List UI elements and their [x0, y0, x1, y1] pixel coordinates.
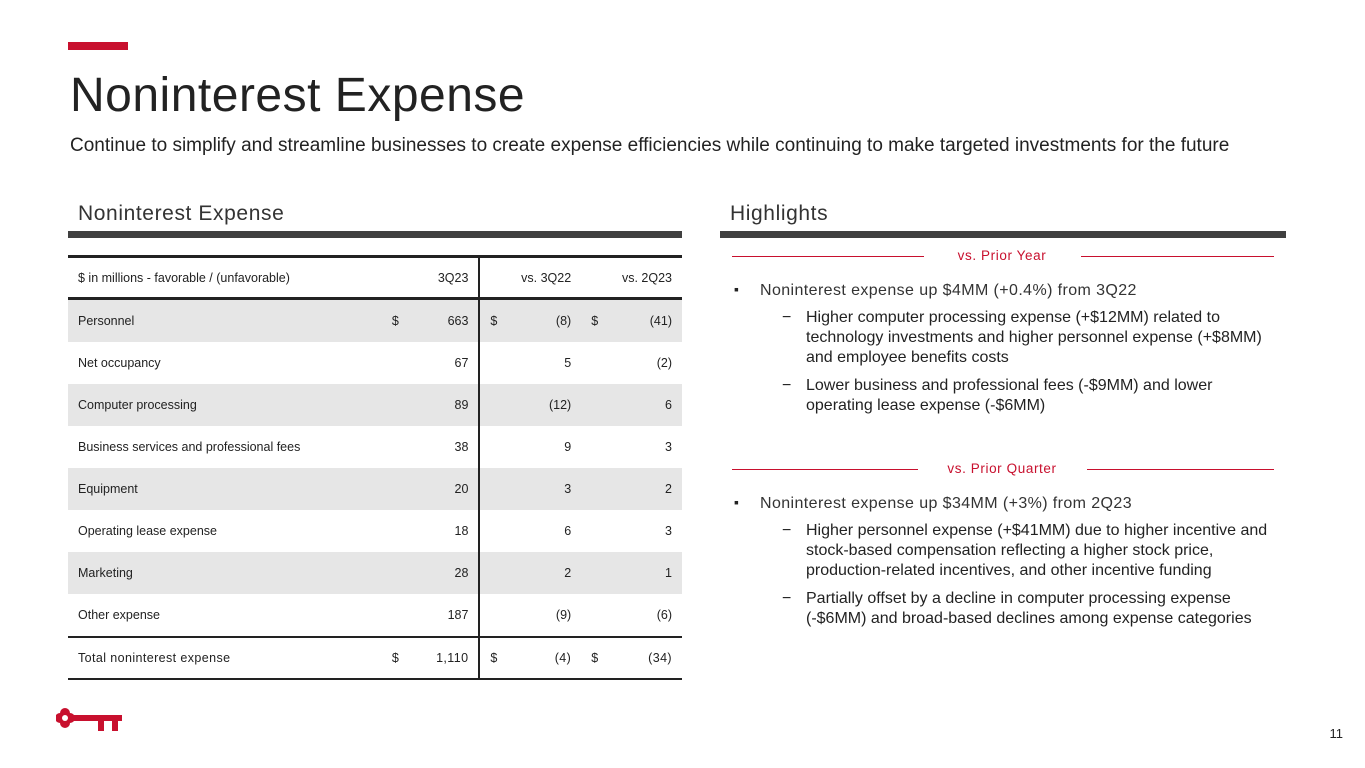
value-vs-2q23: (2)	[656, 356, 672, 370]
value-3q23: 18	[454, 524, 469, 538]
page-number: 11	[1329, 726, 1343, 741]
table-section-heading: Noninterest Expense	[78, 202, 285, 225]
value-vs-3q22: 3	[564, 482, 572, 496]
key-logo-icon	[56, 703, 124, 733]
value-vs-2q23: 2	[665, 482, 672, 496]
currency-symbol: $	[391, 651, 400, 665]
highlights-heading: Highlights	[730, 202, 829, 225]
total-vs-3q22: (4)	[554, 651, 572, 665]
value-vs-3q22: 2	[564, 566, 572, 580]
value-vs-3q22: 9	[564, 440, 572, 454]
table-row	[68, 426, 682, 468]
value-3q23: 67	[454, 356, 469, 370]
row-label: Equipment	[68, 468, 382, 510]
row-label: Net occupancy	[78, 356, 161, 370]
prior-year-divider-left	[732, 256, 924, 257]
table-section-rule	[68, 231, 682, 238]
currency-symbol: $	[490, 651, 498, 665]
value-vs-2q23: (6)	[656, 608, 672, 622]
sub-bullet-item: − Lower business and professional fees (-$9MM) and lower operating lease expense (-$6MM)	[760, 376, 1274, 416]
bullet-text: Noninterest expense up $4MM (+0.4%) from 3Q22	[760, 282, 1137, 299]
table-total-row	[68, 637, 682, 679]
table-row	[68, 552, 682, 594]
currency-symbol: $	[591, 651, 599, 665]
header-3q23: 3Q23	[382, 257, 480, 299]
prior-year-divider-right	[1081, 256, 1274, 257]
row-label: Computer processing	[68, 384, 382, 426]
table-header-row	[68, 257, 682, 299]
value-3q23: 28	[454, 566, 469, 580]
row-label: Personnel	[68, 299, 382, 343]
value-3q23: 89	[454, 398, 469, 412]
value-vs-2q23: (41)	[649, 314, 672, 328]
total-3q23: 1,110	[436, 651, 469, 665]
sub-bullet-item: − Higher personnel expense (+$41MM) due to higher incentive and stock-based compensation reflecting a higher stock price, production-related incentives, and other incentive funding	[760, 521, 1274, 581]
header-vs-2q23: vs. 2Q23	[581, 257, 682, 299]
row-label: Business services and professional fees	[78, 440, 301, 454]
sub-bullet-item: − Partially offset by a decline in computer processing expense (-$6MM) and broad-based declines among expense categories	[760, 589, 1274, 629]
title-accent-bar	[68, 42, 128, 50]
prior-quarter-label: vs. Prior Quarter	[947, 461, 1057, 476]
value-vs-3q22: (12)	[548, 398, 572, 412]
prior-quarter-divider-left	[732, 469, 918, 470]
value-vs-3q22: (9)	[555, 608, 572, 622]
value-vs-2q23: 1	[665, 566, 672, 580]
value-vs-2q23: 3	[665, 524, 672, 538]
table-row	[68, 594, 682, 637]
currency-symbol: $	[490, 314, 498, 328]
sub-bullet-list	[760, 521, 1274, 629]
value-vs-2q23: 3	[665, 440, 672, 454]
table-row	[68, 510, 682, 552]
bullet-item	[734, 282, 1274, 416]
value-vs-3q22: 5	[564, 356, 572, 370]
table-row	[68, 468, 682, 510]
page-subtitle: Continue to simplify and streamline businesses to create expense efficiencies while continuing to make targeted investments for the future	[70, 135, 1230, 156]
expense-table	[68, 255, 682, 680]
sub-bullet-list	[760, 308, 1274, 416]
prior-year-bullets	[734, 282, 1274, 430]
value-3q23: 187	[447, 608, 469, 622]
value-3q23: 38	[454, 440, 469, 454]
row-label: Other expense	[78, 608, 160, 622]
sub-bullet-item: − Higher computer processing expense (+$12MM) related to technology investments and higher personnel expense (+$8MM) and employee benefits costs	[760, 308, 1274, 368]
value-vs-3q22: (8)	[555, 314, 572, 328]
prior-year-label: vs. Prior Year	[957, 248, 1047, 263]
currency-symbol: $	[391, 314, 399, 328]
row-label: Operating lease expense	[78, 524, 217, 538]
header-vs-3q22: vs. 3Q22	[479, 257, 581, 299]
table-row	[68, 299, 682, 343]
table-row	[68, 384, 682, 426]
value-vs-2q23: 6	[665, 398, 672, 412]
currency-symbol: $	[591, 314, 599, 328]
bullet-text: Noninterest expense up $34MM (+3%) from 2Q23	[760, 495, 1132, 512]
value-3q23: 20	[454, 482, 469, 496]
value-vs-3q22: 6	[564, 524, 572, 538]
header-label: $ in millions - favorable / (unfavorable)	[68, 257, 382, 299]
bullet-item	[734, 495, 1274, 629]
total-vs-2q23: (34)	[648, 651, 672, 665]
prior-quarter-divider-right	[1087, 469, 1274, 470]
row-label: Marketing	[68, 552, 382, 594]
highlights-section-rule	[720, 231, 1286, 238]
value-3q23: 663	[447, 314, 469, 328]
page-title: Noninterest Expense	[70, 69, 526, 122]
prior-quarter-bullets	[734, 495, 1274, 643]
total-label: Total noninterest expense	[68, 637, 382, 679]
table-row	[68, 342, 682, 384]
